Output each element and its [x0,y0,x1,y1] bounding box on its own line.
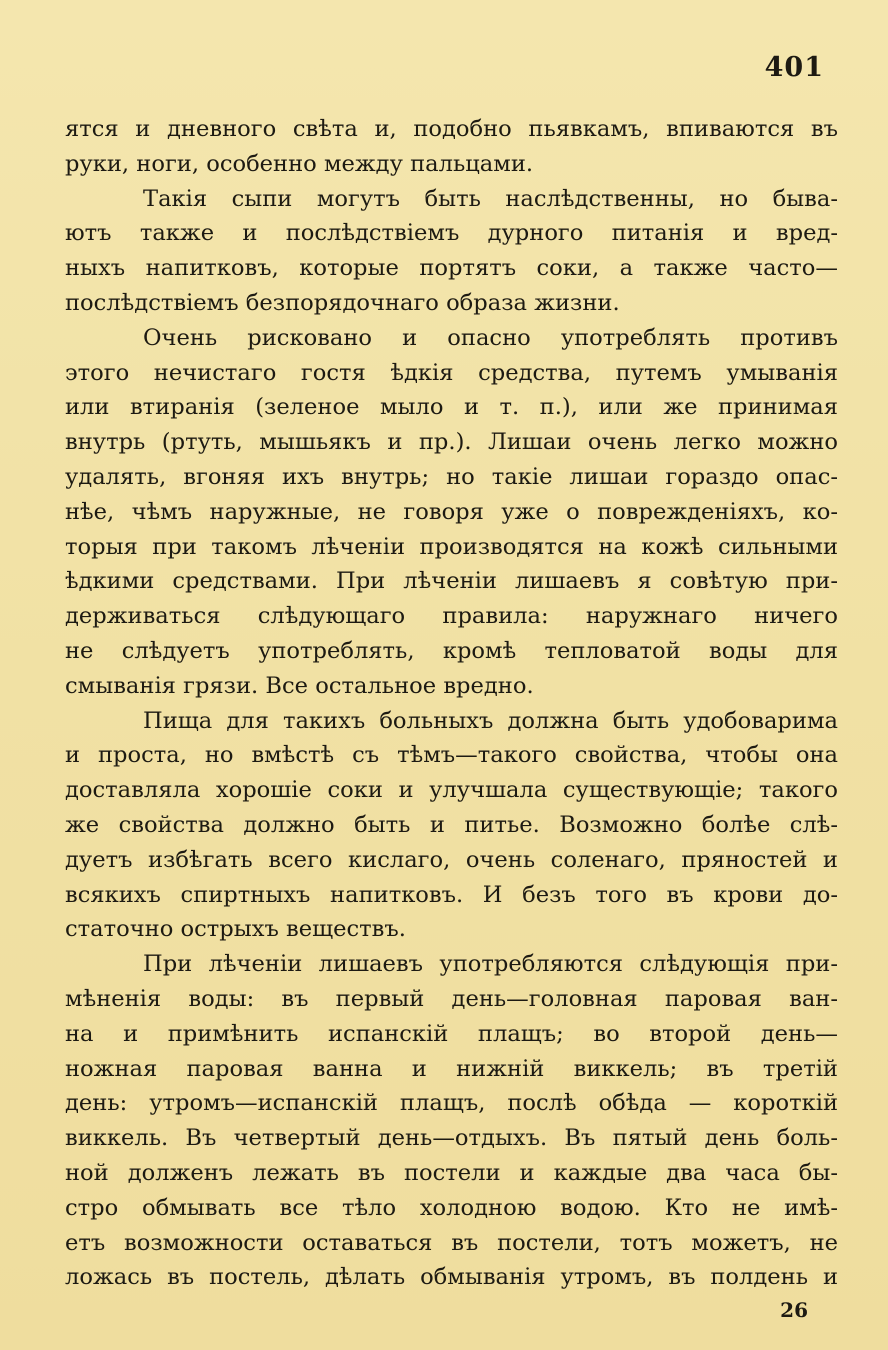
text-line: держиваться слѣдующаго правила: наружнаго ничего [65,603,838,630]
text-line: торыя при такомъ лѣченіи производятся на кожѣ сильными [65,533,838,560]
text-line: нѣе, чѣмъ наружные, не говоря уже о поврежденіяхъ, ко- [65,498,838,525]
text-body [65,112,838,1295]
text-line: При лѣченіи лишаевъ употребляются слѣдующія при- [143,951,838,978]
text-line: этого нечистаго гостя ѣдкія средства, путемъ умыванія [65,359,838,386]
text-line: ятся и дневного свѣта и, подобно пьявкамъ, впиваются въ [65,116,838,142]
text-line: удалять, вгоняя ихъ внутрь; но такіе лишаи гораздо опас- [65,463,838,490]
paragraph [65,947,838,1295]
text-line: же свойства должно быть и питье. Возможно болѣе слѣ- [65,811,838,838]
text-line: виккель. Въ четвертый день—отдыхъ. Въ пятый день боль- [65,1125,838,1152]
text-line: ютъ также и послѣдствіемъ дурного питанія и вред- [65,220,838,247]
text-line: ной долженъ лежать въ постели и каждые два часа бы- [65,1159,838,1186]
text-line: етъ возможности оставаться въ постели, тотъ можетъ, не [65,1229,838,1256]
text-line: не слѣдуетъ употреблять, кромѣ тепловатой воды для [65,637,838,664]
text-line: ныхъ напитковъ, которые портятъ соки, а также часто— [65,255,838,282]
text-line: или втиранія (зеленое мыло и т. п.), или же принимая [65,394,838,421]
page-number: 401 [764,52,824,83]
text-line: смыванія грязи. Все остальное вредно. [65,672,534,699]
text-line: статочно острыхъ веществъ. [65,916,406,943]
text-line: внутрь (ртуть, мышьякъ и пр.). Лишаи очень легко можно [65,429,838,456]
text-line: стро обмывать все тѣло холодною водою. Кто не имѣ- [65,1194,838,1221]
text-line: дуетъ избѣгать всего кислаго, очень соленаго, пряностей и [65,846,838,873]
paragraph [65,182,838,321]
paragraph [65,112,838,182]
text-line: ложась въ постель, дѣлать обмыванія утромъ, въ полдень и [65,1264,838,1291]
text-line: Такія сыпи могутъ быть наслѣдственны, но быва- [143,185,838,212]
text-line: и проста, но вмѣстѣ съ тѣмъ—такого свойства, чтобы она [65,742,838,769]
text-line: ножная паровая ванна и нижній виккель; въ третій [65,1055,838,1082]
text-line: ѣдкими средствами. При лѣченіи лишаевъ я совѣтую при- [65,568,838,595]
text-line: послѣдствіемъ безпорядочнаго образа жизни. [65,289,620,316]
text-line: мѣненія воды: въ первый день—головная паровая ван- [65,985,838,1012]
text-line: на и примѣнить испанскій плащъ; во второй день— [65,1020,838,1047]
text-line: всякихъ спиртныхъ напитковъ. И безъ того въ крови до- [65,881,838,908]
text-line: Очень рисковано и опасно употреблять противъ [143,324,838,351]
text-line: день: утромъ—испанскій плащъ, послѣ обѣда — короткій [65,1090,838,1117]
text-line: руки, ноги, особенно между пальцами. [65,150,534,177]
paragraph [65,321,838,704]
text-line: доставляла хорошіе соки и улучшала существующіе; такого [65,777,838,804]
paragraph [65,704,838,948]
text-line: Пища для такихъ больныхъ должна быть удобоварима [143,707,838,734]
signature-mark: 26 [780,1298,808,1322]
